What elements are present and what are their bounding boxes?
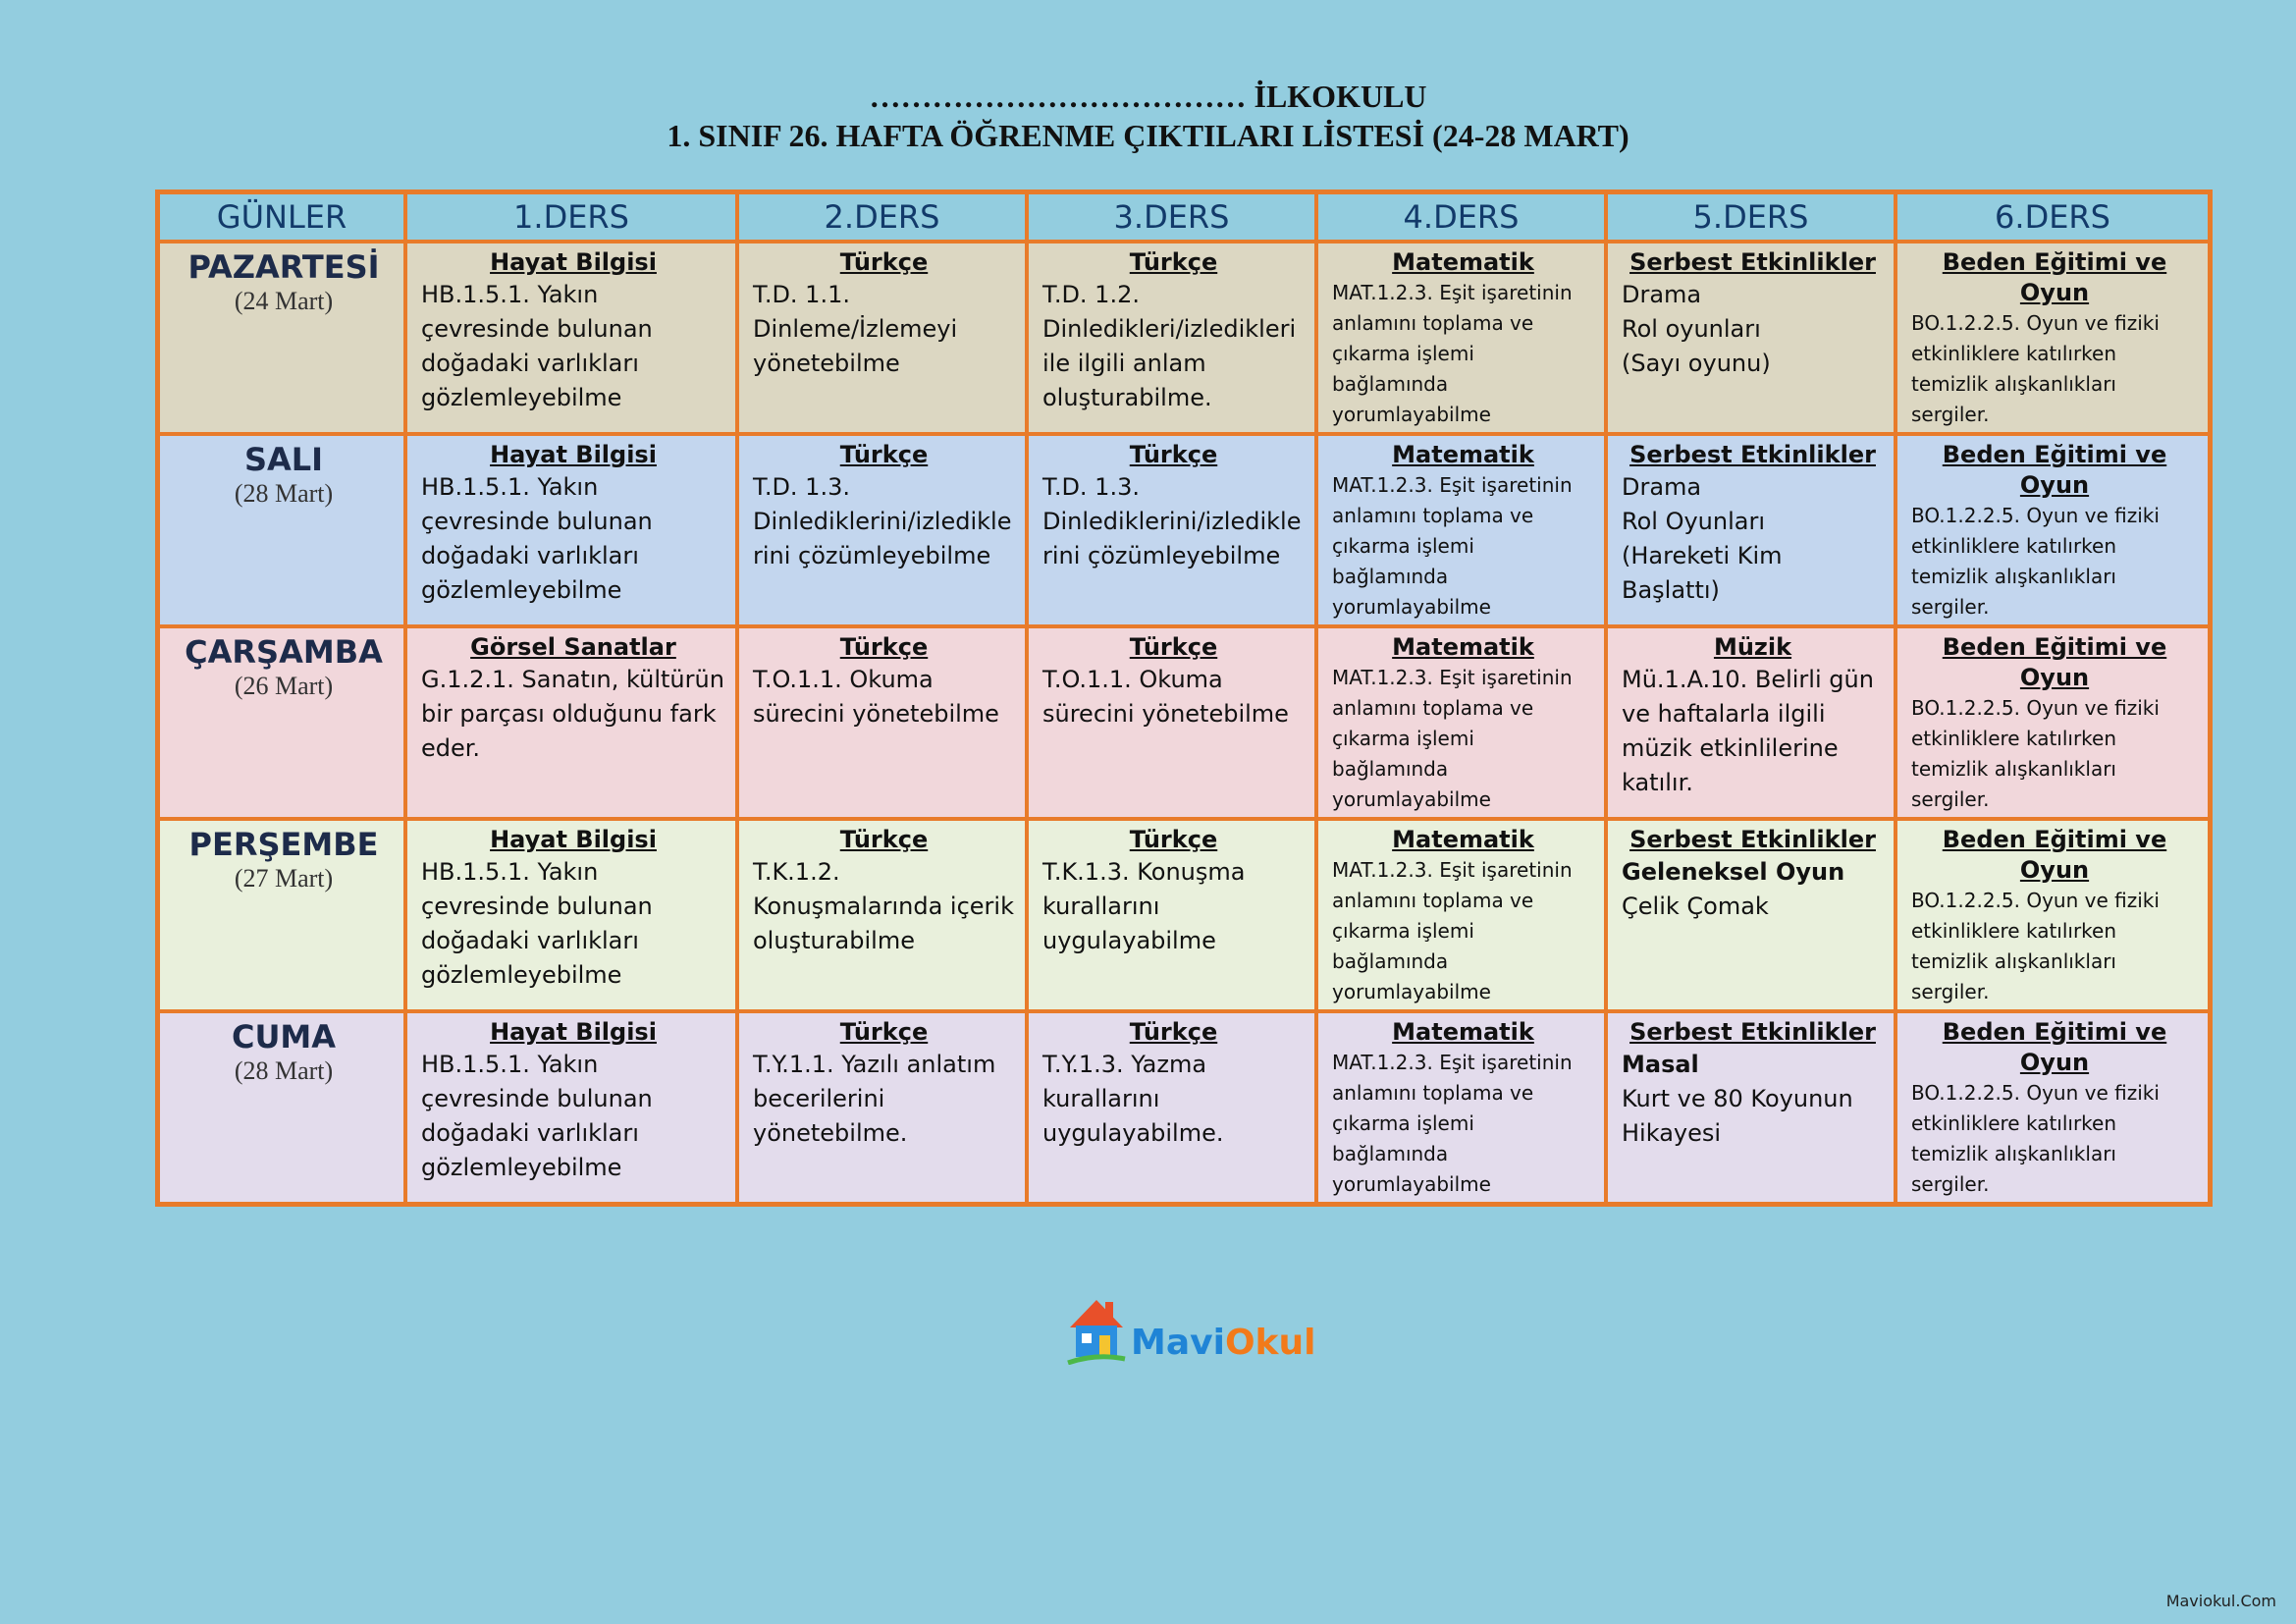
- lesson-outcome: MAT.1.2.3. Eşit işaretinin anlamını toplama ve çıkarma işlemi bağlamında yorumlayabilme: [1332, 666, 1573, 811]
- lesson-subject: Müzik: [1713, 633, 1792, 661]
- lesson-cell: [1027, 242, 1316, 434]
- lesson-subject: Serbest Etkinlikler: [1629, 248, 1876, 276]
- lesson-activity-type: Geleneksel Oyun: [1622, 858, 1845, 886]
- lesson-outcome: T.Y.1.1. Yazılı anlatım becerilerini yönetebilme.: [753, 1051, 996, 1147]
- lesson-cell: [405, 434, 737, 626]
- lesson-cell: [737, 626, 1027, 819]
- lesson-subject: Matematik: [1392, 248, 1534, 276]
- lesson-outcome: Drama Rol Oyunları (Hareketi Kim Başlattı): [1622, 473, 1783, 604]
- lesson-subject: Matematik: [1392, 633, 1534, 661]
- day-name: PAZARTESİ: [187, 248, 380, 286]
- lesson-cell: [1316, 242, 1606, 434]
- lesson-cell: [1316, 1011, 1606, 1204]
- lesson-outcome: [1622, 855, 1884, 924]
- day-cell: [158, 434, 405, 626]
- lesson-cell: [1606, 242, 1896, 434]
- lesson-subject: Beden Eğitimi ve Oyun: [1942, 826, 2167, 884]
- lesson-outcome: Mü.1.A.10. Belirli gün ve haftalarla ilgili müzik etkinlilerine katılır.: [1622, 666, 1874, 796]
- column-header-lesson-3: 3.DERS: [1027, 192, 1316, 242]
- day-cell: [158, 1011, 405, 1204]
- lesson-subject: Serbest Etkinlikler: [1629, 1018, 1876, 1046]
- column-header-lesson-6: 6.DERS: [1896, 192, 2210, 242]
- day-row: [158, 434, 2210, 626]
- lesson-subject: Türkçe: [839, 826, 929, 853]
- lesson-cell: [1316, 819, 1606, 1011]
- lesson-subject: Beden Eğitimi ve Oyun: [1942, 248, 2167, 306]
- lesson-cell: [1027, 434, 1316, 626]
- lesson-subject: Türkçe: [839, 1018, 929, 1046]
- lesson-subject: Serbest Etkinlikler: [1629, 826, 1876, 853]
- column-header-lesson-4: 4.DERS: [1316, 192, 1606, 242]
- logo-text: [1131, 1322, 1315, 1365]
- lesson-subject: Türkçe: [839, 441, 929, 468]
- lesson-outcome: MAT.1.2.3. Eşit işaretinin anlamını toplama ve çıkarma işlemi bağlamında yorumlayabilme: [1332, 858, 1573, 1003]
- day-name: PERŞEMBE: [188, 826, 379, 863]
- day-date: (28 Mart): [234, 479, 334, 508]
- lesson-cell: [1896, 819, 2210, 1011]
- lesson-cell: [1316, 626, 1606, 819]
- day-name: SALI: [243, 441, 324, 478]
- lesson-activity-name: Çelik Çomak: [1622, 893, 1769, 920]
- lesson-subject: Türkçe: [1129, 441, 1218, 468]
- lesson-outcome: G.1.2.1. Sanatın, kültürün bir parçası olduğunu fark eder.: [421, 666, 724, 762]
- lesson-subject: Beden Eğitimi ve Oyun: [1942, 441, 2167, 499]
- lesson-cell: [405, 242, 737, 434]
- lesson-cell: [405, 626, 737, 819]
- lesson-outcome: T.D. 1.3. Dinlediklerini/izledikle rini çözümleyebilme: [1042, 473, 1302, 569]
- lesson-subject: Beden Eğitimi ve Oyun: [1942, 1018, 2167, 1076]
- house-icon: [1066, 1294, 1127, 1365]
- lesson-outcome: HB.1.5.1. Yakın çevresinde bulunan doğadaki varlıkları gözlemleyebilme: [421, 858, 653, 989]
- day-date: (26 Mart): [234, 672, 334, 700]
- maviokul-logo: [1066, 1294, 1315, 1365]
- document-title: [0, 77, 2296, 155]
- lesson-subject: Hayat Bilgisi: [490, 441, 657, 468]
- lesson-outcome: Drama Rol oyunları (Sayı oyunu): [1622, 281, 1771, 377]
- lesson-outcome: BO.1.2.2.5. Oyun ve fiziki etkinliklere katılırken temizlik alışkanlıkları sergiler.: [1911, 696, 2160, 811]
- day-cell: [158, 626, 405, 819]
- lesson-outcome: T.K.1.3. Konuşma kurallarını uygulayabilme: [1042, 858, 1246, 954]
- lesson-cell: [737, 242, 1027, 434]
- lesson-subject: Hayat Bilgisi: [490, 1018, 657, 1046]
- lesson-outcome: HB.1.5.1. Yakın çevresinde bulunan doğadaki varlıkları gözlemleyebilme: [421, 1051, 653, 1181]
- day-cell: [158, 242, 405, 434]
- day-date: (24 Mart): [234, 287, 334, 315]
- lesson-subject: Görsel Sanatlar: [470, 633, 676, 661]
- lesson-outcome: T.O.1.1. Okuma sürecini yönetebilme: [1042, 666, 1289, 728]
- lesson-outcome: MAT.1.2.3. Eşit işaretinin anlamını toplama ve çıkarma işlemi bağlamında yorumlayabilme: [1332, 1051, 1573, 1196]
- lesson-outcome: T.D. 1.3. Dinlediklerini/izledikle rini çözümleyebilme: [753, 473, 1012, 569]
- lesson-cell: [737, 819, 1027, 1011]
- lesson-outcome: BO.1.2.2.5. Oyun ve fiziki etkinliklere katılırken temizlik alışkanlıkları sergiler.: [1911, 311, 2160, 426]
- header-row: [158, 192, 2210, 242]
- lesson-subject: Beden Eğitimi ve Oyun: [1942, 633, 2167, 691]
- day-date: (27 Mart): [234, 864, 334, 893]
- lesson-cell: [1896, 242, 2210, 434]
- lesson-subject: Türkçe: [1129, 1018, 1218, 1046]
- day-name: ÇARŞAMBA: [185, 633, 383, 671]
- lesson-cell: [1027, 1011, 1316, 1204]
- lesson-outcome: BO.1.2.2.5. Oyun ve fiziki etkinliklere katılırken temizlik alışkanlıkları sergiler.: [1911, 1081, 2160, 1196]
- footer-site: Maviokul.Com: [2165, 1592, 2276, 1610]
- list-title: 1. SINIF 26. HAFTA ÖĞRENME ÇIKTILARI LİSTESİ (24-28 MART): [667, 118, 1629, 153]
- day-row: [158, 242, 2210, 434]
- lesson-subject: Türkçe: [839, 248, 929, 276]
- lesson-cell: [1316, 434, 1606, 626]
- lesson-cell: [1896, 434, 2210, 626]
- lesson-cell: [405, 819, 737, 1011]
- lesson-subject: Türkçe: [839, 633, 929, 661]
- lesson-subject: Serbest Etkinlikler: [1629, 441, 1876, 468]
- day-cell: [158, 819, 405, 1011]
- lesson-outcome: [1622, 1048, 1884, 1151]
- lesson-activity-name: Kurt ve 80 Koyunun Hikayesi: [1622, 1085, 1853, 1147]
- lesson-outcome: HB.1.5.1. Yakın çevresinde bulunan doğadaki varlıkları gözlemleyebilme: [421, 473, 653, 604]
- lesson-cell: [1606, 434, 1896, 626]
- logo-text-mavi: Mavi: [1131, 1323, 1225, 1363]
- school-name: ……………………………… İLKOKULU: [869, 79, 1427, 114]
- column-header-lesson-1: 1.DERS: [405, 192, 737, 242]
- lesson-cell: [1896, 1011, 2210, 1204]
- lesson-cell: [1896, 626, 2210, 819]
- lesson-subject: Türkçe: [1129, 826, 1218, 853]
- day-row: [158, 819, 2210, 1011]
- lesson-subject: Matematik: [1392, 441, 1534, 468]
- lesson-cell: [405, 1011, 737, 1204]
- column-header-days: GÜNLER: [158, 192, 405, 242]
- lesson-cell: [1027, 626, 1316, 819]
- column-header-lesson-5: 5.DERS: [1606, 192, 1896, 242]
- day-row: [158, 626, 2210, 819]
- lesson-cell: [737, 1011, 1027, 1204]
- lesson-outcome: MAT.1.2.3. Eşit işaretinin anlamını toplama ve çıkarma işlemi bağlamında yorumlayabilme: [1332, 473, 1573, 619]
- lesson-outcome: MAT.1.2.3. Eşit işaretinin anlamını toplama ve çıkarma işlemi bağlamında yorumlayabilme: [1332, 281, 1573, 426]
- lesson-cell: [1606, 819, 1896, 1011]
- lesson-cell: [1606, 1011, 1896, 1204]
- lesson-cell: [1606, 626, 1896, 819]
- lesson-outcome: T.O.1.1. Okuma sürecini yönetebilme: [753, 666, 999, 728]
- day-date: (28 Mart): [234, 1056, 334, 1085]
- lesson-subject: Türkçe: [1129, 248, 1218, 276]
- day-name: CUMA: [231, 1018, 337, 1056]
- lesson-outcome: BO.1.2.2.5. Oyun ve fiziki etkinliklere katılırken temizlik alışkanlıkları sergiler.: [1911, 504, 2160, 619]
- lesson-subject: Hayat Bilgisi: [490, 248, 657, 276]
- lesson-subject: Matematik: [1392, 1018, 1534, 1046]
- lesson-outcome: T.D. 1.2. Dinledikleri/izledikleri ile ilgili anlam oluşturabilme.: [1042, 281, 1297, 411]
- lesson-outcome: BO.1.2.2.5. Oyun ve fiziki etkinliklere katılırken temizlik alışkanlıkları sergiler.: [1911, 889, 2160, 1003]
- day-row: [158, 1011, 2210, 1204]
- lesson-subject: Hayat Bilgisi: [490, 826, 657, 853]
- lesson-outcome: T.K.1.2. Konuşmalarında içerik oluşturabilme: [753, 858, 1014, 954]
- lesson-cell: [737, 434, 1027, 626]
- lesson-outcome: T.Y.1.3. Yazma kurallarını uygulayabilme.: [1042, 1051, 1224, 1147]
- lesson-outcome: T.D. 1.1. Dinleme/İzlemeyi yönetebilme: [753, 281, 958, 377]
- lesson-activity-type: Masal: [1622, 1051, 1699, 1078]
- column-header-lesson-2: 2.DERS: [737, 192, 1027, 242]
- lesson-cell: [1027, 819, 1316, 1011]
- logo-text-okul: Okul: [1224, 1323, 1316, 1363]
- schedule-table: [155, 189, 2213, 1207]
- lesson-subject: Türkçe: [1129, 633, 1218, 661]
- lesson-subject: Matematik: [1392, 826, 1534, 853]
- lesson-outcome: HB.1.5.1. Yakın çevresinde bulunan doğadaki varlıkları gözlemleyebilme: [421, 281, 653, 411]
